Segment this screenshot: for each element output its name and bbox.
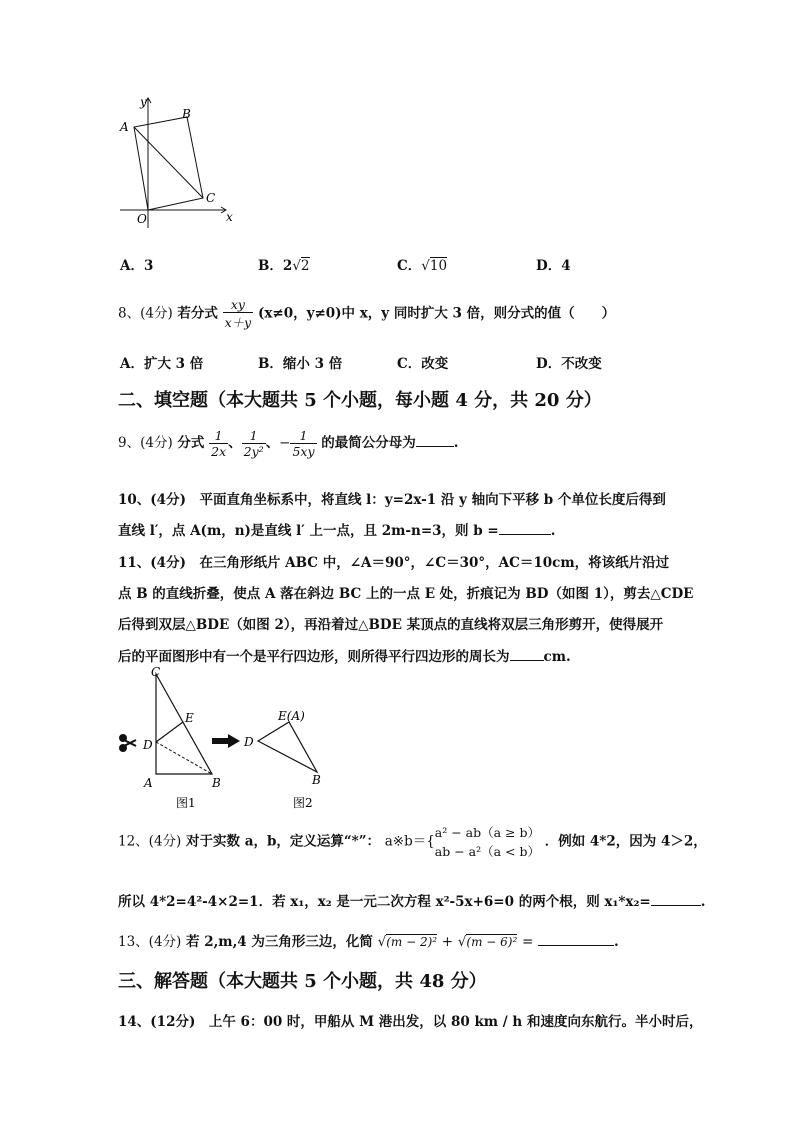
q7-option-c-label: C． (397, 258, 422, 274)
q9-f1-den: 2x (211, 444, 227, 459)
question-10-line-1: 10、(4分) 平面直角坐标系中，将直线 l：y=2x-1 沿 y 轴向下平移 b 个单位长度后得到 (118, 492, 666, 508)
label-o: O (137, 212, 147, 226)
q9-f3-num: 1 (290, 428, 316, 444)
q8-frac-num: xy (223, 297, 254, 313)
q8-option-a: A．扩大 3 倍 (120, 356, 204, 372)
q8-option-b: B．缩小 3 倍 (258, 356, 343, 372)
q11-answer-blank[interactable] (510, 649, 544, 661)
q12-post: ．例如 4*2，因为 4＞2， (544, 833, 707, 850)
q7-option-d: D．4 (536, 258, 571, 274)
label-y: y (140, 95, 147, 109)
q13-end: . (614, 934, 619, 950)
sqrt-symbol: √ (457, 934, 467, 950)
question-12-line-2 (118, 890, 705, 910)
section-3-heading: 三、解答题（本大题共 5 个小题，共 48 分） (118, 971, 487, 992)
question-14-line-1: 14、(12分) 上午 6：00 时，甲船从 M 港出发，以 80 km / h 和速度向东航行。半小时后， (118, 1014, 703, 1030)
q8-option-d: D．不改变 (536, 356, 602, 372)
q12-case-1: a² − ab（a ≥ b） (434, 825, 541, 840)
q8-fraction (223, 297, 254, 331)
q12-end: . (700, 894, 706, 910)
fig2-label-ea: E(A) (278, 709, 305, 723)
q12-line-2-text: 所以 4*2=4²-4×2=1．若 x₁，x₂ 是一元二次方程 x²-5x+6=0 的两个根，则 x₁*x₂= (118, 894, 651, 910)
q7-option-b (258, 254, 310, 274)
q8-pre: 若分式 (177, 305, 218, 322)
q12-answer-blank[interactable] (651, 894, 701, 906)
q11-unit: cm. (543, 649, 571, 665)
question-13 (118, 930, 619, 950)
q13-number: 13、(4分) (118, 934, 182, 950)
q10-line-2-text: 直线 l′，点 A(m，n)是直线 l′ 上一点，且 2m-n=3，则 b = (118, 523, 499, 539)
right-arrow-icon (212, 734, 240, 748)
q12-pre: 对于实数 a，b，定义运算“*”： (186, 833, 380, 850)
sqrt-symbol: √ (377, 934, 387, 950)
question-11-line-3: 后得到双层△BDE（如图 2），再沿着过△BDE 某顶点的直线将双层三角形剪开，使得展开 (118, 617, 664, 633)
q7-option-b-label: B．2 (258, 258, 293, 274)
q9-fraction-2 (242, 428, 266, 459)
q10-end: . (550, 523, 556, 539)
label-x: x (226, 210, 233, 224)
q9-f1-num: 1 (209, 428, 228, 444)
q8-post: (x≠0，y≠0)中 x，y 同时扩大 3 倍，则分式的值（ ） (257, 305, 616, 322)
q9-f2-den: 2y² (243, 444, 264, 459)
q12-number: 12、(4分) (118, 833, 182, 850)
q9-number: 9、(4分) (118, 435, 173, 451)
q12-def-lhs: a※b＝{ (384, 833, 435, 850)
question-10-line-2 (118, 519, 555, 539)
q8-option-c: C．改变 (397, 356, 449, 372)
q8-number: 8、(4分) (118, 305, 173, 322)
q7-option-b-radicand: 2 (300, 258, 310, 274)
q7-option-c-radicand: 10 (429, 258, 448, 274)
q11-figures (110, 662, 340, 812)
fig2-caption: 图2 (293, 796, 313, 810)
q9-f2-num: 1 (242, 428, 266, 444)
fig2-label-b: B (312, 773, 321, 787)
q9-post: 的最简公分母为 (321, 435, 416, 451)
scissors-icon (120, 735, 136, 751)
fig1-triangle-abc (156, 674, 212, 774)
q9-end: . (453, 435, 459, 451)
q11-line-4-text: 后的平面图形中有一个是平行四边形，则所得平行四边形的周长为 (118, 649, 510, 665)
fig2-triangle-dbe (258, 722, 317, 772)
fig1-label-b: B (212, 776, 221, 790)
sqrt-symbol: √ (421, 258, 430, 274)
question-9 (118, 428, 458, 459)
q13-plus: + (441, 934, 454, 950)
q9-answer-blank[interactable] (416, 435, 454, 447)
sqrt-symbol: √ (292, 258, 301, 274)
q12-case-2: ab − a²（a < b） (434, 844, 541, 859)
question-11-line-1: 11、(4分) 在三角形纸片 ABC 中，∠A＝90°，∠C＝30°，AC＝10cm，将该纸片沿过 (118, 555, 670, 571)
q12-cases (435, 823, 540, 861)
fig1-line-de (156, 722, 183, 742)
q9-pre: 分式 (177, 435, 205, 451)
label-c: C (206, 191, 216, 205)
q9-minus: − (279, 435, 291, 451)
question-8 (118, 297, 615, 331)
question-12-line-1 (118, 823, 707, 861)
label-b: B (182, 107, 191, 121)
section-2-heading: 二、填空题（本大题共 5 个小题，每小题 4 分，共 20 分） (118, 390, 602, 411)
q10-answer-blank[interactable] (499, 523, 551, 535)
fig1-label-c: C (151, 665, 161, 679)
q8-frac-den: x＋y (224, 315, 252, 330)
q13-radicand-1: (m − 2)² (386, 935, 438, 949)
label-a: A (120, 120, 129, 134)
q9-fraction-1 (209, 428, 228, 459)
q9-sep-1: 、 (228, 435, 242, 451)
q7-figure (110, 90, 250, 235)
fig1-caption: 图1 (176, 796, 196, 810)
fig2-label-d: D (244, 735, 254, 749)
fig1-label-e: E (185, 711, 194, 725)
q13-eq: = (521, 934, 534, 950)
fig1-label-d: D (143, 738, 153, 752)
q7-option-c (397, 254, 447, 274)
q13-pre: 若 2,m,4 为三角形三边，化简 (186, 934, 373, 950)
q7-option-a: A．3 (120, 258, 154, 274)
fig1-label-a: A (144, 776, 153, 790)
quad-oabc (134, 117, 203, 210)
q9-f3-den: 5xy (292, 444, 315, 459)
q9-fraction-3 (290, 428, 316, 459)
q13-radicand-2: (m − 6)² (466, 935, 518, 949)
question-11-line-2: 点 B 的直线折叠，使点 A 落在斜边 BC 上的一点 E 处，折痕记为 BD（如图 1），剪去△CDE (118, 586, 694, 602)
q13-answer-blank[interactable] (538, 934, 614, 946)
q9-sep-2: 、 (265, 435, 280, 451)
